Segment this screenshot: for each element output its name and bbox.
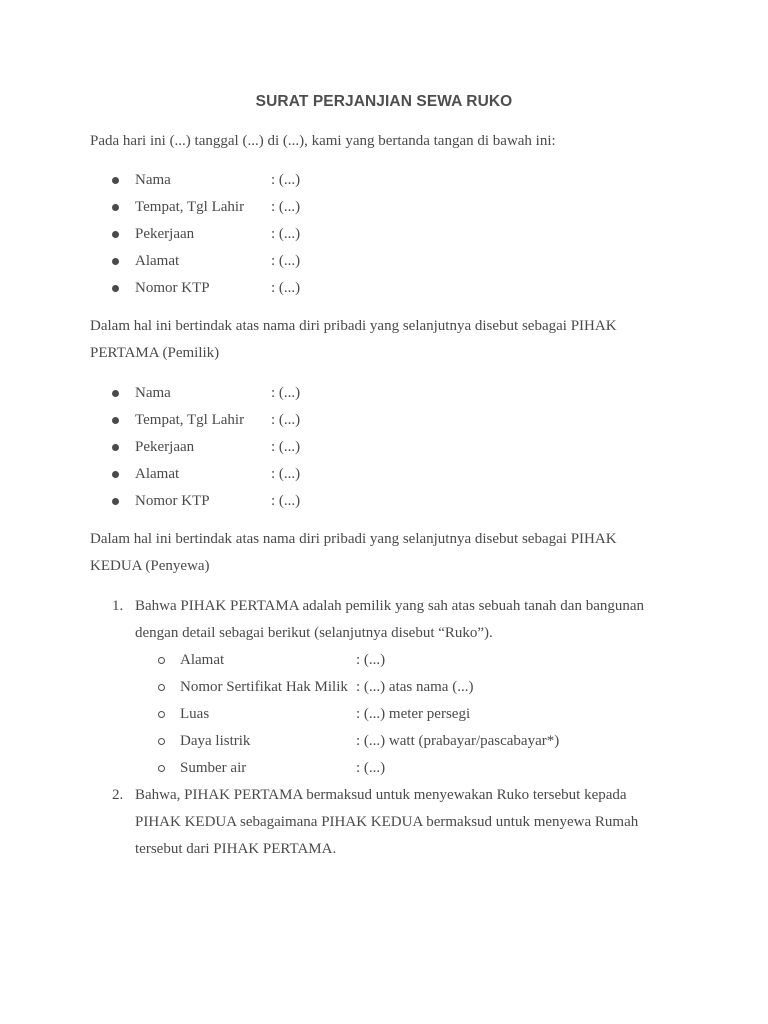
hollow-bullet-icon bbox=[158, 765, 165, 772]
field-value: : (...) bbox=[271, 466, 301, 482]
detail-label: Daya listrik bbox=[180, 733, 251, 749]
clause-number: 2. bbox=[112, 787, 124, 803]
list-item bbox=[0, 407, 400, 434]
first-party-statement: Dalam hal ini bertindak atas nama diri pribadi yang selanjutnya disebut sebagai PIHAK PERTAMA (Pemilik) bbox=[90, 318, 617, 361]
detail-label: Nomor Sertifikat Hak Milik bbox=[180, 679, 348, 695]
hollow-bullet-icon bbox=[158, 657, 165, 664]
field-value: : (...) bbox=[271, 253, 301, 269]
list-item bbox=[0, 434, 400, 461]
field-value: : (...) bbox=[271, 385, 301, 401]
list-item bbox=[0, 248, 400, 275]
field-label: Pekerjaan bbox=[135, 439, 195, 455]
field-value: : (...) bbox=[271, 493, 301, 509]
field-label: Tempat, Tgl Lahir bbox=[135, 412, 245, 428]
field-value: : (...) bbox=[271, 412, 301, 428]
field-label: Nama bbox=[135, 172, 171, 188]
detail-label: Sumber air bbox=[180, 760, 247, 776]
field-value: : (...) bbox=[271, 199, 301, 215]
field-label: Nomor KTP bbox=[135, 493, 210, 509]
list-item bbox=[0, 647, 640, 674]
bullet-icon bbox=[112, 498, 119, 505]
clause-number: 1. bbox=[112, 598, 124, 614]
bullet-icon bbox=[112, 204, 119, 211]
clause-text: Bahwa, PIHAK PERTAMA bermaksud untuk menyewakan Ruko tersebut kepada PIHAK KEDUA sebagaimana PIHAK KEDUA bermaksud untuk menyewa Rumah tersebut dari PIHAK PERTAMA. bbox=[135, 787, 639, 857]
detail-value: : (...) watt (prabayar/pascabayar*) bbox=[356, 733, 560, 749]
intro-paragraph: Pada hari ini (...) tanggal (...) di (...), kami yang bertanda tangan di bawah ini: bbox=[90, 133, 556, 149]
field-label: Alamat bbox=[135, 253, 180, 269]
field-label: Nomor KTP bbox=[135, 280, 210, 296]
list-item bbox=[0, 194, 400, 221]
field-value: : (...) bbox=[271, 172, 301, 188]
bullet-icon bbox=[112, 231, 119, 238]
hollow-bullet-icon bbox=[158, 738, 165, 745]
list-item bbox=[0, 755, 640, 782]
list-item bbox=[0, 167, 400, 194]
detail-label: Alamat bbox=[180, 652, 225, 668]
property-detail-list bbox=[0, 647, 640, 782]
bullet-icon bbox=[112, 417, 119, 424]
bullet-icon bbox=[112, 177, 119, 184]
field-value: : (...) bbox=[271, 280, 301, 296]
first-party-field-list bbox=[0, 167, 400, 302]
bullet-icon bbox=[112, 444, 119, 451]
detail-value: : (...) bbox=[356, 760, 386, 776]
list-item bbox=[0, 221, 400, 248]
detail-value: : (...) meter persegi bbox=[356, 706, 471, 722]
list-item bbox=[0, 674, 640, 701]
field-label: Alamat bbox=[135, 466, 180, 482]
second-party-statement: Dalam hal ini bertindak atas nama diri pribadi yang selanjutnya disebut sebagai PIHAK KEDUA (Penyewa) bbox=[90, 531, 617, 574]
bullet-icon bbox=[112, 471, 119, 478]
list-item bbox=[0, 275, 400, 302]
bullet-icon bbox=[112, 390, 119, 397]
detail-label: Luas bbox=[180, 706, 210, 722]
list-item bbox=[0, 461, 400, 488]
field-label: Tempat, Tgl Lahir bbox=[135, 199, 245, 215]
field-label: Nama bbox=[135, 385, 171, 401]
list-item bbox=[0, 728, 640, 755]
list-item bbox=[0, 488, 400, 515]
list-item bbox=[0, 380, 400, 407]
second-party-field-list bbox=[0, 380, 400, 515]
detail-value: : (...) bbox=[356, 652, 386, 668]
document-title: SURAT PERJANJIAN SEWA RUKO bbox=[255, 93, 513, 110]
bullet-icon bbox=[112, 258, 119, 265]
bullet-icon bbox=[112, 285, 119, 292]
detail-value: : (...) atas nama (...) bbox=[356, 679, 474, 695]
hollow-bullet-icon bbox=[158, 684, 165, 691]
field-label: Pekerjaan bbox=[135, 226, 195, 242]
hollow-bullet-icon bbox=[158, 711, 165, 718]
list-item bbox=[0, 701, 640, 728]
clause-text: Bahwa PIHAK PERTAMA adalah pemilik yang sah atas sebuah tanah dan bangunan dengan detail sebagai berikut (selanjutnya disebut “Ruko”). bbox=[135, 598, 645, 641]
field-value: : (...) bbox=[271, 226, 301, 242]
field-value: : (...) bbox=[271, 439, 301, 455]
